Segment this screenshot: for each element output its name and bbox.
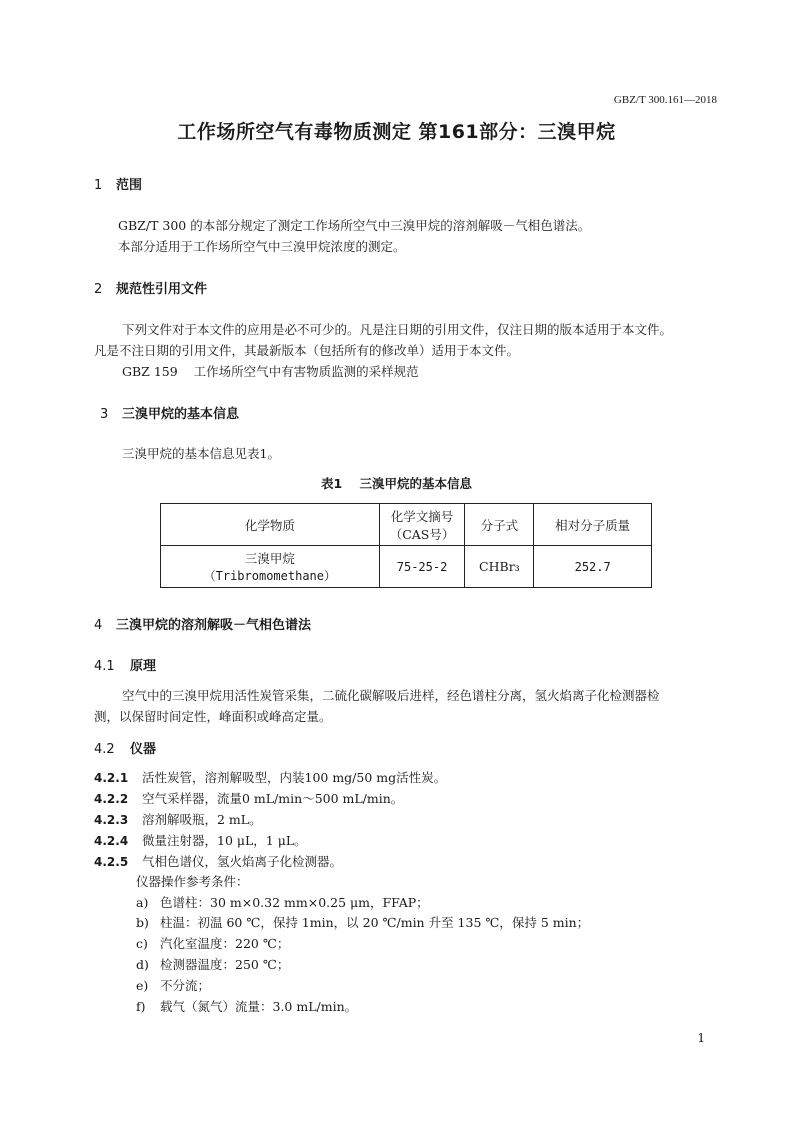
header-substance: 化学物质 <box>161 504 380 546</box>
paragraph: 本部分适用于工作场所空气中三溴甲烷浓度的测定。 <box>118 239 406 254</box>
cell-mass: 252.7 <box>534 546 652 588</box>
clause-item-text: 空气采样器，流量0 mL/min～500 mL/min。 <box>142 791 404 806</box>
section-2-heading <box>94 278 207 297</box>
condition-letter: e) <box>136 978 149 993</box>
section-1-heading <box>94 174 142 193</box>
cell-substance <box>161 546 380 588</box>
section-title: 三溴甲烷的基本信息 <box>122 407 240 422</box>
condition-item <box>136 997 357 1015</box>
condition-letter: b) <box>136 915 149 930</box>
clause-item <box>94 768 446 786</box>
clause-item <box>94 852 342 870</box>
clause-item-number: 4.2.5 <box>94 855 129 869</box>
section-4-heading <box>94 614 311 633</box>
paragraph: 三溴甲烷的基本信息见表1。 <box>122 446 280 461</box>
condition-letter: a) <box>136 895 149 910</box>
header-cas-line1: 化学文摘号 <box>390 508 454 524</box>
section-number: 1 <box>94 178 103 193</box>
condition-item <box>136 934 289 952</box>
clause-item-text: 溶剂解吸瓶，2 mL。 <box>142 812 262 827</box>
condition-text: 检测器温度：250 ℃； <box>160 957 290 972</box>
paragraph: 凡是不注日期的引用文件，其最新版本（包括所有的修改单）适用于本文件。 <box>94 343 520 358</box>
section-title: 范围 <box>116 178 143 193</box>
condition-text: 色谱柱：30 m×0.32 mm×0.25 μm，FFAP； <box>160 895 429 910</box>
clause-item <box>94 789 403 807</box>
section-title: 三溴甲烷的溶剂解吸－气相色谱法 <box>116 618 312 633</box>
clause-item-text: 活性炭管，溶剂解吸型，内装100 mg/50 mg活性炭。 <box>142 770 447 785</box>
substance-name-cn: 三溴甲烷 <box>244 551 295 566</box>
table-caption: 表1 三溴甲烷的基本信息 <box>320 476 473 491</box>
condition-text: 载气（氮气）流量：3.0 mL/min。 <box>160 999 358 1014</box>
condition-text: 汽化室温度：220 ℃； <box>160 936 290 951</box>
clause-item-number: 4.2.1 <box>94 771 129 785</box>
basic-info-table <box>160 503 652 588</box>
normative-reference: GBZ 159 工作场所空气中有害物质监测的采样规范 <box>122 364 419 379</box>
clause-4-1-heading <box>94 655 156 674</box>
header-cas-line2: （CAS号） <box>389 526 455 542</box>
clause-title: 原理 <box>130 659 157 674</box>
condition-text: 柱温：初温 60 ℃，保持 1min，以 20 ℃/min 升至 135 ℃，保持 5 min； <box>160 915 590 930</box>
section-number: 3 <box>100 407 109 422</box>
table-header-row <box>161 504 652 546</box>
condition-item <box>136 913 589 931</box>
substance-name-en: （Tribromomethane） <box>203 569 336 583</box>
clause-title: 仪器 <box>130 742 157 757</box>
paragraph: 空气中的三溴甲烷用活性炭管采集，二硫化碳解吸后进样，经色谱柱分离，氢火焰离子化检测器检 <box>122 688 660 703</box>
condition-text: 不分流； <box>160 978 211 993</box>
header-mass: 相对分子质量 <box>534 504 652 546</box>
paragraph: 测，以保留时间定性，峰面积或峰高定量。 <box>94 709 332 724</box>
section-number: 2 <box>94 282 103 297</box>
table-row <box>161 546 652 588</box>
condition-letter: c) <box>136 936 148 951</box>
condition-letter: d) <box>136 957 149 972</box>
header-cas <box>379 504 465 546</box>
paragraph: GBZ/T 300 的本部分规定了测定工作场所空气中三溴甲烷的溶剂解吸－气相色谱法。 <box>118 218 591 233</box>
clause-item <box>94 831 307 849</box>
condition-item <box>136 893 429 911</box>
clause-item-number: 4.2.4 <box>94 834 129 848</box>
conditions-intro: 仪器操作参考条件： <box>136 874 249 889</box>
clause-number: 4.2 <box>94 742 115 757</box>
section-title: 规范性引用文件 <box>116 282 208 297</box>
header-formula: 分子式 <box>465 504 534 546</box>
section-number: 4 <box>94 618 103 633</box>
cell-formula: CHBr₃ <box>465 546 534 588</box>
clause-item <box>94 810 262 828</box>
condition-item <box>136 955 289 973</box>
clause-4-2-heading <box>94 738 156 757</box>
clause-item-number: 4.2.2 <box>94 792 129 806</box>
clause-item-text: 气相色谱仪，氢火焰离子化检测器。 <box>142 854 343 869</box>
paragraph: 下列文件对于本文件的应用是必不可少的。凡是注日期的引用文件，仅注日期的版本适用于本文件。 <box>122 322 673 337</box>
section-3-heading <box>100 403 239 422</box>
document-title: 工作场所空气有毒物质测定 第161部分：三溴甲烷 <box>177 121 616 143</box>
page-number: 1 <box>697 1031 705 1045</box>
standard-code: GBZ/T 300.161—2018 <box>613 94 717 106</box>
clause-number: 4.1 <box>94 659 115 674</box>
condition-item <box>136 976 210 994</box>
condition-letter: f) <box>136 999 146 1014</box>
cell-cas: 75-25-2 <box>379 546 465 588</box>
clause-item-text: 微量注射器，10 μL，1 μL。 <box>142 833 307 848</box>
clause-item-number: 4.2.3 <box>94 813 129 827</box>
